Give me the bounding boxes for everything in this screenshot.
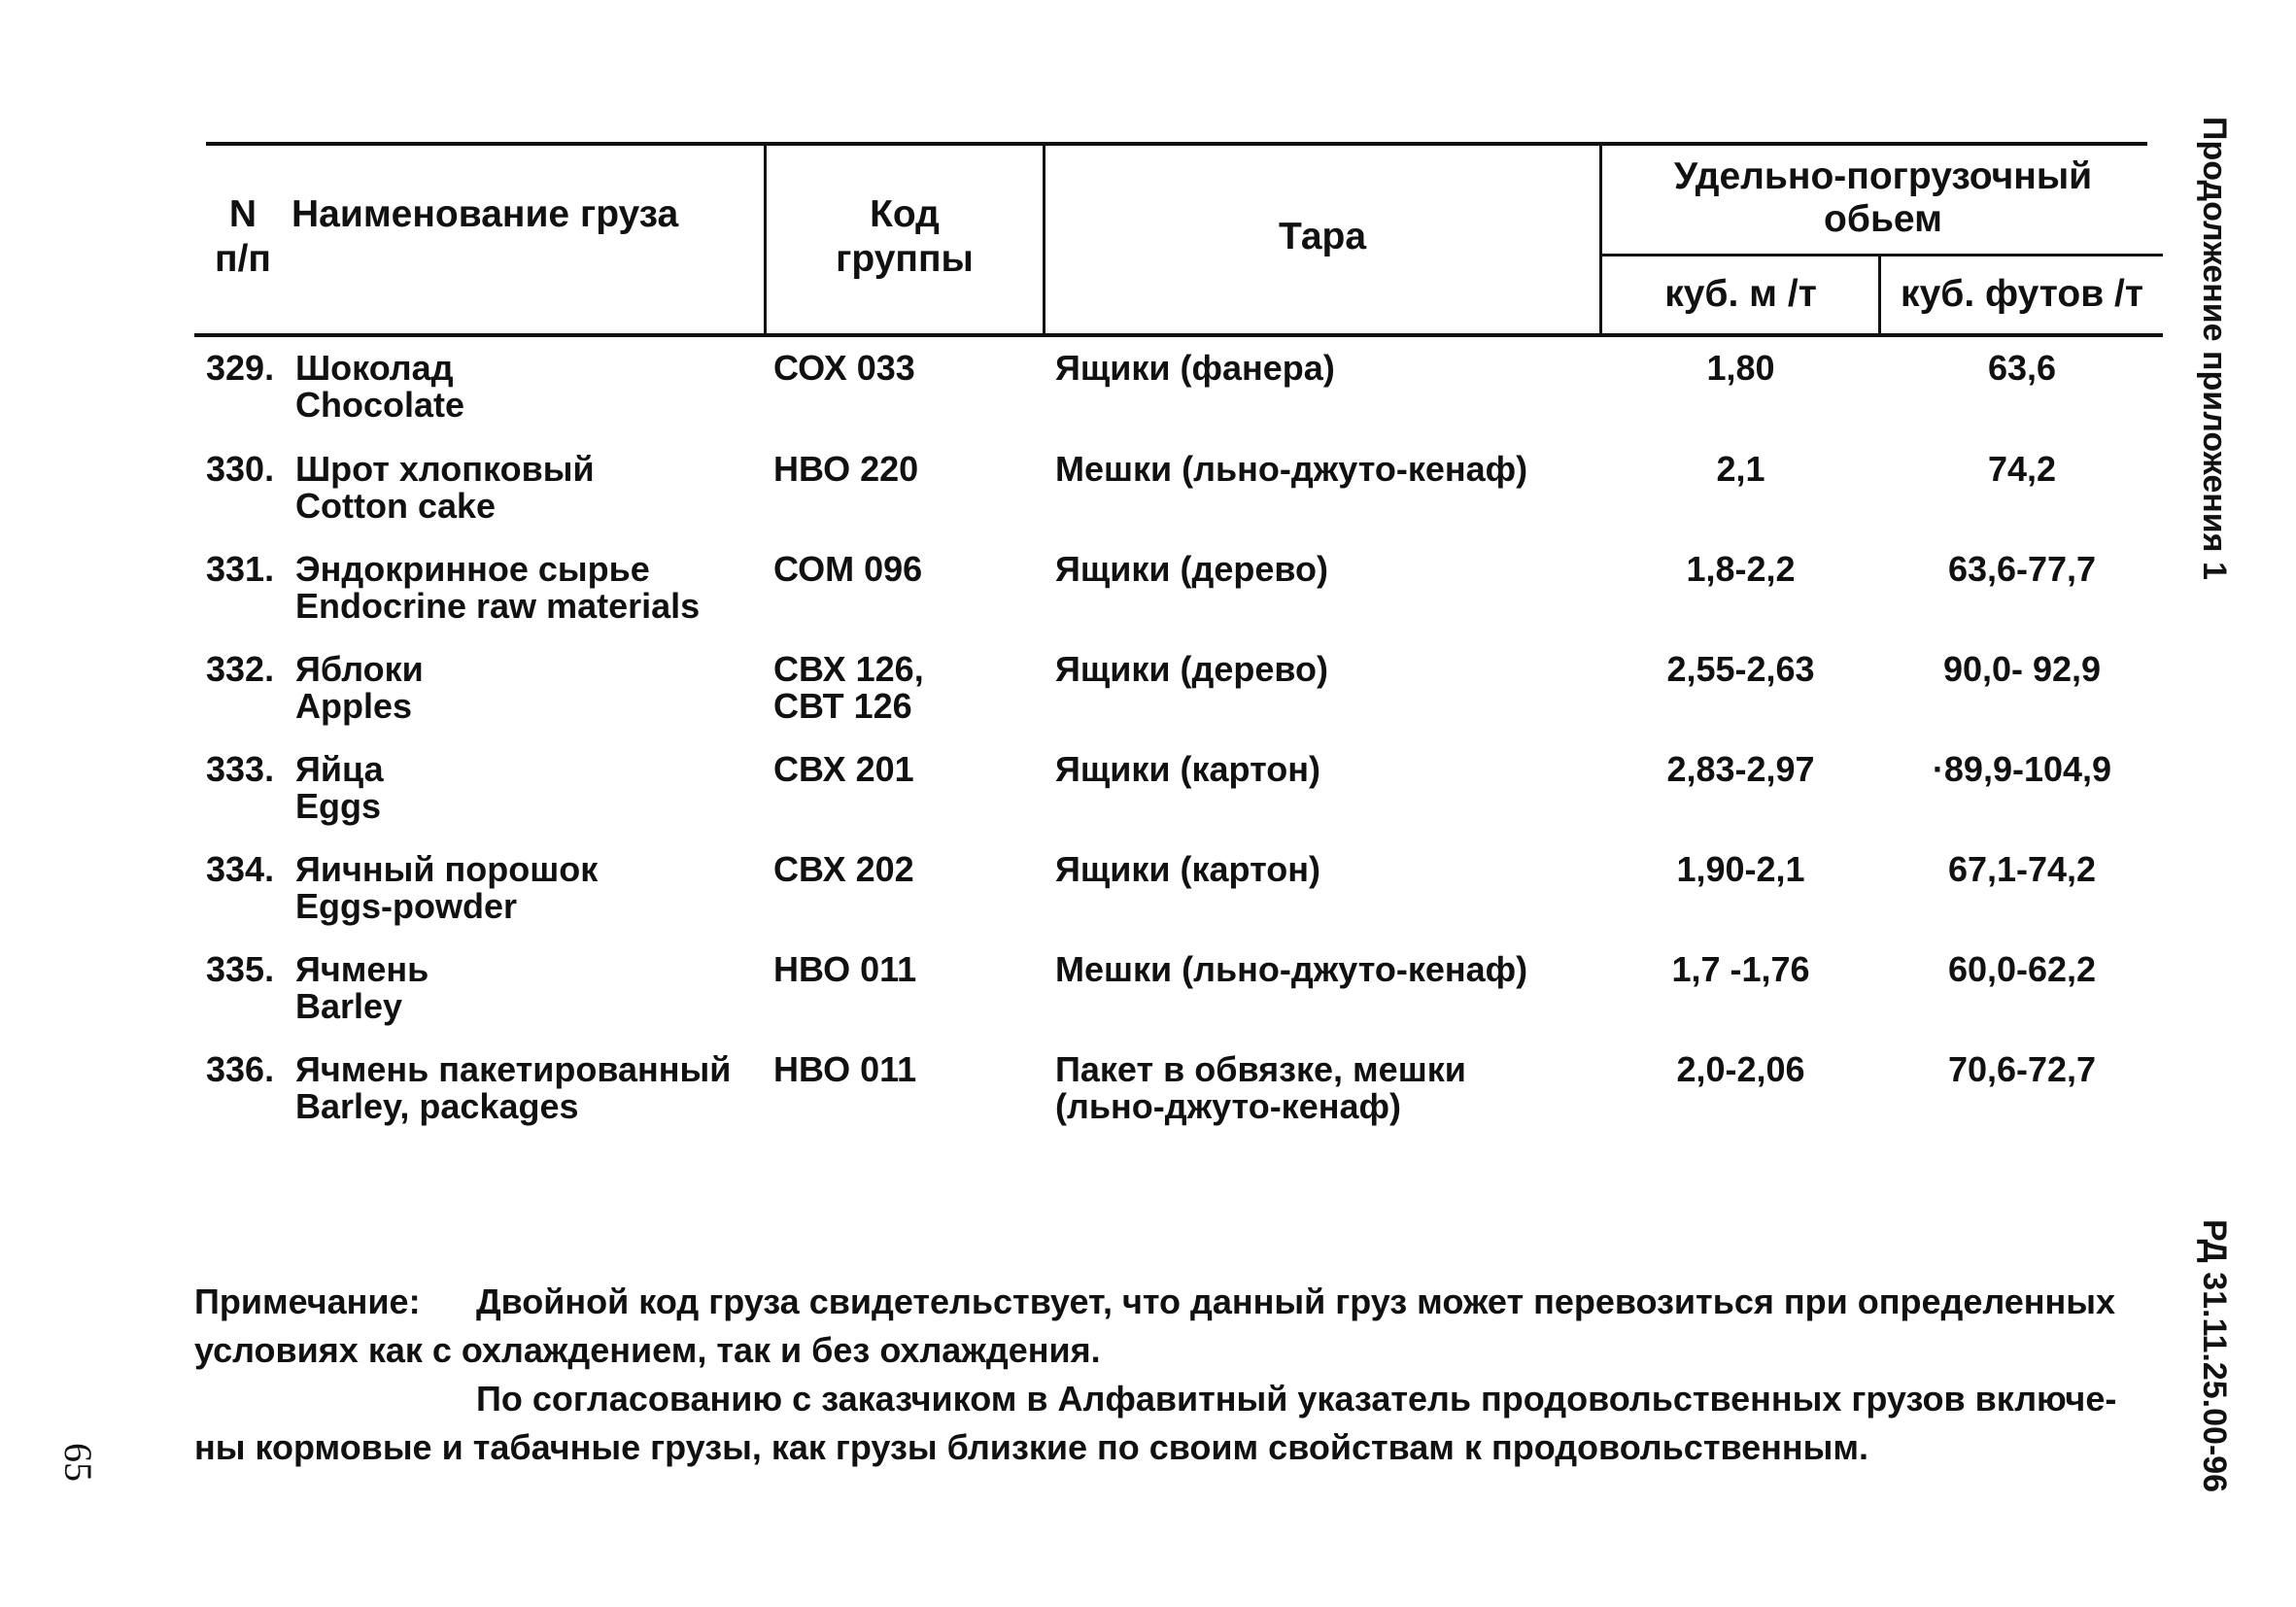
header-code xyxy=(768,192,1042,282)
tare xyxy=(1055,851,1320,888)
header-volume xyxy=(1603,155,2163,241)
volume-ft3: 70,6-72,7 xyxy=(1947,1049,2097,1089)
tare-line1: Мешки (льно-джуто-кенаф) xyxy=(1055,449,1528,489)
tare-line1: Ящики (картон) xyxy=(1055,849,1320,889)
volume-m3: 1,90-2,1 xyxy=(1676,849,1805,889)
tare xyxy=(1055,451,1527,488)
header-code-line1: Код xyxy=(870,193,940,235)
tare xyxy=(1055,350,1335,387)
cargo-name-en: Apples xyxy=(295,686,413,726)
group-code-line2: СВТ 126 xyxy=(773,686,912,726)
cargo-name-en: Endocrine raw materials xyxy=(295,586,701,626)
header-tare: Тара xyxy=(1278,216,1367,257)
cargo-name xyxy=(295,851,598,925)
volume-ft3: 90,0- 92,9 xyxy=(1942,649,2102,689)
header-num-line2: п/п xyxy=(215,238,271,280)
row-number: 334. xyxy=(206,849,275,889)
tare xyxy=(1055,551,1328,588)
group-code xyxy=(773,751,914,788)
cargo-name xyxy=(295,350,464,424)
tare-line1: Ящики (дерево) xyxy=(1055,649,1329,689)
header-volume-line2: обьем xyxy=(1824,198,1942,240)
cargo-name xyxy=(295,751,384,825)
group-code-line1: СВХ 202 xyxy=(773,849,914,889)
group-code-line1: НВО 011 xyxy=(773,949,917,989)
row-number: 331. xyxy=(206,549,275,589)
volume-m3: 2,83-2,97 xyxy=(1666,749,1815,789)
tare xyxy=(1055,751,1320,788)
header-volume-ft3: куб. футов /т xyxy=(1901,273,2143,315)
row-number: 335. xyxy=(206,949,275,989)
volume-m3: 2,55-2,63 xyxy=(1666,649,1815,689)
tare-line1: Ящики (картон) xyxy=(1055,749,1320,789)
note-label: Примечание: xyxy=(194,1282,421,1321)
tare-line1: Мешки (льно-джуто-кенаф) xyxy=(1055,949,1528,989)
cargo-name xyxy=(295,551,700,625)
header-num xyxy=(206,192,280,282)
volume-ft3: 67,1-74,2 xyxy=(1947,849,2097,889)
header-bottom-rule xyxy=(194,333,2163,337)
header-num-line1: N xyxy=(228,193,257,235)
volume-ft3: 74,2 xyxy=(1987,449,2057,489)
group-code-line1: СОМ 096 xyxy=(773,549,923,589)
volume-ft3: 60,0-62,2 xyxy=(1947,949,2097,989)
group-code xyxy=(773,551,922,588)
volume-ft3: 63,6-77,7 xyxy=(1947,549,2097,589)
cargo-name-ru: Ячмень xyxy=(295,949,429,989)
note-line1: Двойной код груза свидетельствует, что данный груз может перевозиться при определенных xyxy=(476,1282,2116,1321)
tare-line1: Ящики (дерево) xyxy=(1055,549,1329,589)
group-code xyxy=(773,451,918,488)
row-number: 332. xyxy=(206,649,275,689)
document-code: РД 31.11.25.00-96 xyxy=(2196,1219,2233,1493)
tare xyxy=(1055,951,1527,988)
group-code xyxy=(773,350,915,387)
cargo-name-ru: Яблоки xyxy=(295,649,424,689)
note-line4: ны кормовые и табачные грузы, как грузы близкие по своим свойствам к продовольственным. xyxy=(194,1427,1868,1467)
column-divider-code xyxy=(764,144,767,335)
cargo-name-en: Cotton cake xyxy=(295,486,497,526)
tare xyxy=(1055,1051,1466,1125)
cargo-name-en: Chocolate xyxy=(295,385,465,425)
cargo-name-ru: Яичный порошок xyxy=(295,849,599,889)
column-divider-volume xyxy=(1599,144,1602,335)
header-name: Наименование груза xyxy=(291,193,679,235)
volume-m3: 2,1 xyxy=(1716,449,1765,489)
cargo-name-ru: Шрот хлопковый xyxy=(295,449,595,489)
volume-ft3: 63,6 xyxy=(1987,348,2057,388)
cargo-name-en: Barley xyxy=(295,986,403,1026)
cargo-name-en: Barley, packages xyxy=(295,1086,579,1126)
page-number: 65 xyxy=(56,1443,100,1482)
cargo-name-ru: Эндокринное сырье xyxy=(295,549,650,589)
cargo-name xyxy=(295,951,428,1025)
cargo-name xyxy=(295,451,595,525)
header-volume-line1: Удельно-погрузочный xyxy=(1673,155,2093,197)
volume-m3: 1,8-2,2 xyxy=(1686,549,1796,589)
row-number: 329. xyxy=(206,348,275,388)
volume-m3: 1,80 xyxy=(1706,348,1775,388)
row-number: 333. xyxy=(206,749,275,789)
group-code xyxy=(773,951,916,988)
cargo-name-ru: Шоколад xyxy=(295,348,454,388)
cargo-name xyxy=(295,1051,731,1125)
tare-line1: Пакет в обвязке, мешки xyxy=(1055,1049,1466,1089)
cargo-name-en: Eggs xyxy=(295,786,382,826)
volume-subheader-rule xyxy=(1601,254,2163,256)
header-volume-m3: куб. м /т xyxy=(1664,273,1817,315)
cargo-name xyxy=(295,651,424,725)
note-line3: По согласованию с заказчиком в Алфавитный указатель продовольственных грузов включе- xyxy=(476,1379,2117,1419)
tare-line1: Ящики (фанера) xyxy=(1055,348,1335,388)
volume-m3: 1,7 -1,76 xyxy=(1671,949,1810,989)
tare-line2: (льно-джуто-кенаф) xyxy=(1055,1086,1401,1126)
row-number: 336. xyxy=(206,1049,275,1089)
row-number: 330. xyxy=(206,449,275,489)
group-code-line1: НВО 220 xyxy=(773,449,919,489)
group-code xyxy=(773,651,924,725)
group-code xyxy=(773,851,914,888)
group-code-line1: СВХ 201 xyxy=(773,749,914,789)
group-code-line1: НВО 011 xyxy=(773,1049,917,1089)
table-top-rule xyxy=(206,142,2147,146)
group-code-line1: СВХ 126, xyxy=(773,649,924,689)
continuation-label: Продолжение приложения 1 xyxy=(2196,117,2233,580)
note-line2: условиях как с охлаждением, так и без охлаждения. xyxy=(194,1330,1101,1370)
header-code-line2: группы xyxy=(836,238,974,280)
tare xyxy=(1055,651,1328,688)
group-code-line1: СОХ 033 xyxy=(773,348,915,388)
cargo-name-en: Eggs-powder xyxy=(295,886,518,926)
cargo-name-ru: Яйца xyxy=(295,749,384,789)
group-code xyxy=(773,1051,916,1088)
volume-ft3: ·89,9-104,9 xyxy=(1932,749,2112,789)
volume-m3: 2,0-2,06 xyxy=(1676,1049,1805,1089)
cargo-name-ru: Ячмень пакетированный xyxy=(295,1049,732,1089)
